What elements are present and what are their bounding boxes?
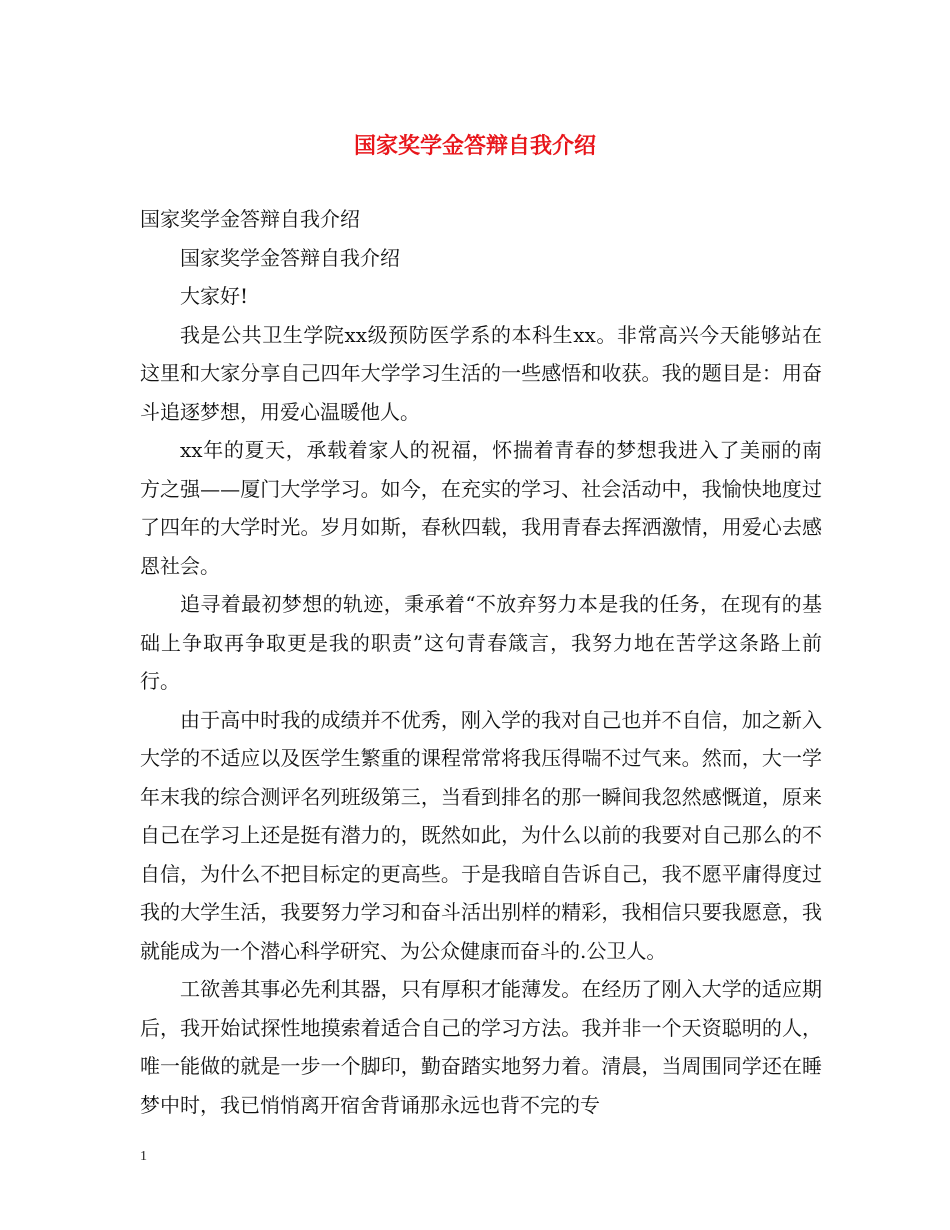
paragraph: 追寻着最初梦想的轨迹，秉承着“不放弃努力本是我的任务，在现有的基础上争取再争取更是我的职责”这句青春箴言，我努力地在苦学这条路上前行。	[140, 592, 822, 693]
paragraph: 国家奖学金答辩自我介绍	[180, 245, 400, 270]
paragraph: 我是公共卫生学院xx级预防医学系的本科生xx。非常高兴今天能够站在这里和大家分享自己四年大学学习生活的一些感悟和收获。我的题目是：用奋斗追逐梦想，用爱心温暖他人。	[140, 322, 822, 424]
paragraph: 工欲善其事必先利其器，只有厚积才能薄发。在经历了刚入大学的适应期后，我开始试探性地摸索着适合自己的学习方法。我并非一个天资聪明的人，唯一能做的就是一步一个脚印，勤奋踏实地努力着。清晨，当周围同学还在睡梦中时，我已悄悄离开宿舍背诵那永远也背不完的专	[140, 977, 822, 1117]
document-title: 国家奖学金答辩自我介绍	[353, 133, 596, 159]
paragraph: 国家奖学金答辩自我介绍	[140, 207, 360, 231]
document-body	[140, 200, 822, 1124]
paragraph: 由于高中时我的成绩并不优秀，刚入学的我对自己也并不自信，加之新入大学的不适应以及医学生繁重的课程常常将我压得喘不过气来。然而，大一学年末我的综合测评名列班级第三，当看到排名的那一瞬间我忽然感慨道，原来自己在学习上还是挺有潜力的，既然如此，为什么以前的我要对自己那么的不自信，为什么不把目标定的更高些。于是我暗自告诉自己，我不愿平庸得度过我的大学生活，我要努力学习和奋斗活出别样的精彩，我相信只要我愿意，我就能成为一个潜心科学研究、为公众健康而奋斗的.公卫人。	[140, 707, 822, 963]
page-number: 1	[140, 1149, 147, 1164]
paragraph: 大家好!	[180, 284, 249, 308]
paragraph: xx年的夏天，承载着家人的祝福，怀揣着青春的梦想我进入了美丽的南方之强——厦门大学学习。如今，在充实的学习、社会活动中，我愉快地度过了四年的大学时光。岁月如斯，春秋四载，我用青春去挥洒激情，用爱心去感恩社会。	[140, 438, 822, 578]
